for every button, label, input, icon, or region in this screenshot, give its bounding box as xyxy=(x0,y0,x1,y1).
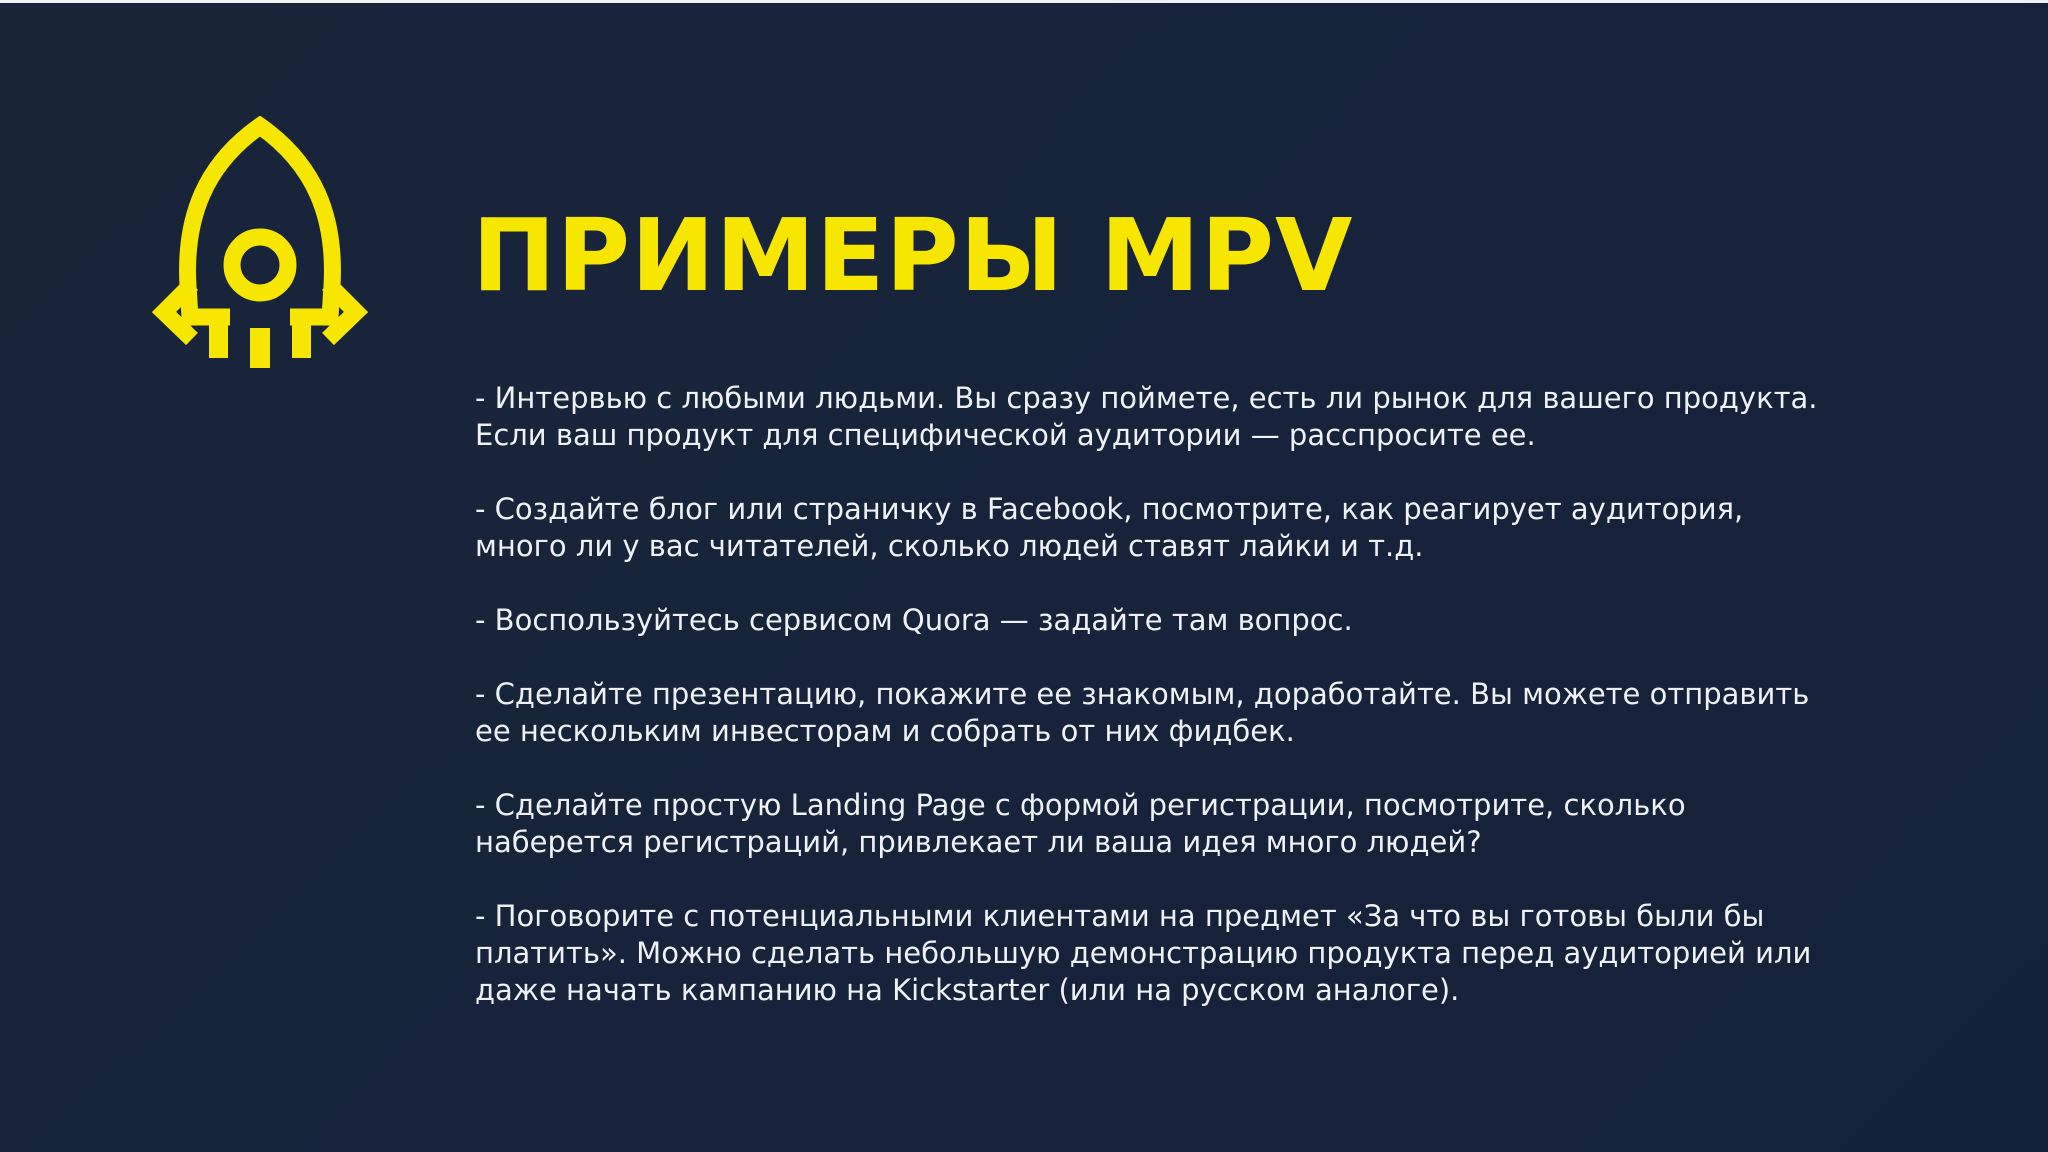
rocket-icon xyxy=(150,116,370,376)
list-item-line: наберется регистраций, привлекает ли ваша идея много людей? xyxy=(475,825,1482,859)
list-item-line: - Создайте блог или страничку в Facebook, посмотрите, как реагирует аудитория, xyxy=(475,492,1744,526)
bullet-list xyxy=(475,380,1895,1046)
list-item xyxy=(475,602,1895,639)
list-item xyxy=(475,787,1895,861)
list-item-line: Если ваш продукт для специфической аудитории — расспросите ее. xyxy=(475,418,1536,452)
page-title: ПРИМЕРЫ MPV xyxy=(472,197,1354,314)
list-item-line: ее нескольким инвесторам и собрать от них фидбек. xyxy=(475,714,1295,748)
list-item xyxy=(475,380,1895,454)
top-border xyxy=(0,0,2048,3)
list-item-line: даже начать кампанию на Kickstarter (или на русском аналоге). xyxy=(475,973,1460,1007)
list-item-line: - Сделайте простую Landing Page с формой регистрации, посмотрите, сколько xyxy=(475,788,1686,822)
list-item-line: много ли у вас читателей, сколько людей ставят лайки и т.д. xyxy=(475,529,1424,563)
list-item-line: - Поговорите с потенциальными клиентами на предмет «За что вы готовы были бы xyxy=(475,899,1765,933)
list-item-line: платить». Можно сделать небольшую демонстрацию продукта перед аудиторией или xyxy=(475,936,1812,970)
list-item xyxy=(475,491,1895,565)
list-item-line: - Воспользуйтесь сервисом Quora — задайте там вопрос. xyxy=(475,603,1353,637)
list-item xyxy=(475,676,1895,750)
list-item-line: - Сделайте презентацию, покажите ее знакомым, доработайте. Вы можете отправить xyxy=(475,677,1810,711)
list-item xyxy=(475,898,1895,1009)
list-item-line: - Интервью с любыми людьми. Вы сразу поймете, есть ли рынок для вашего продукта. xyxy=(475,381,1818,415)
